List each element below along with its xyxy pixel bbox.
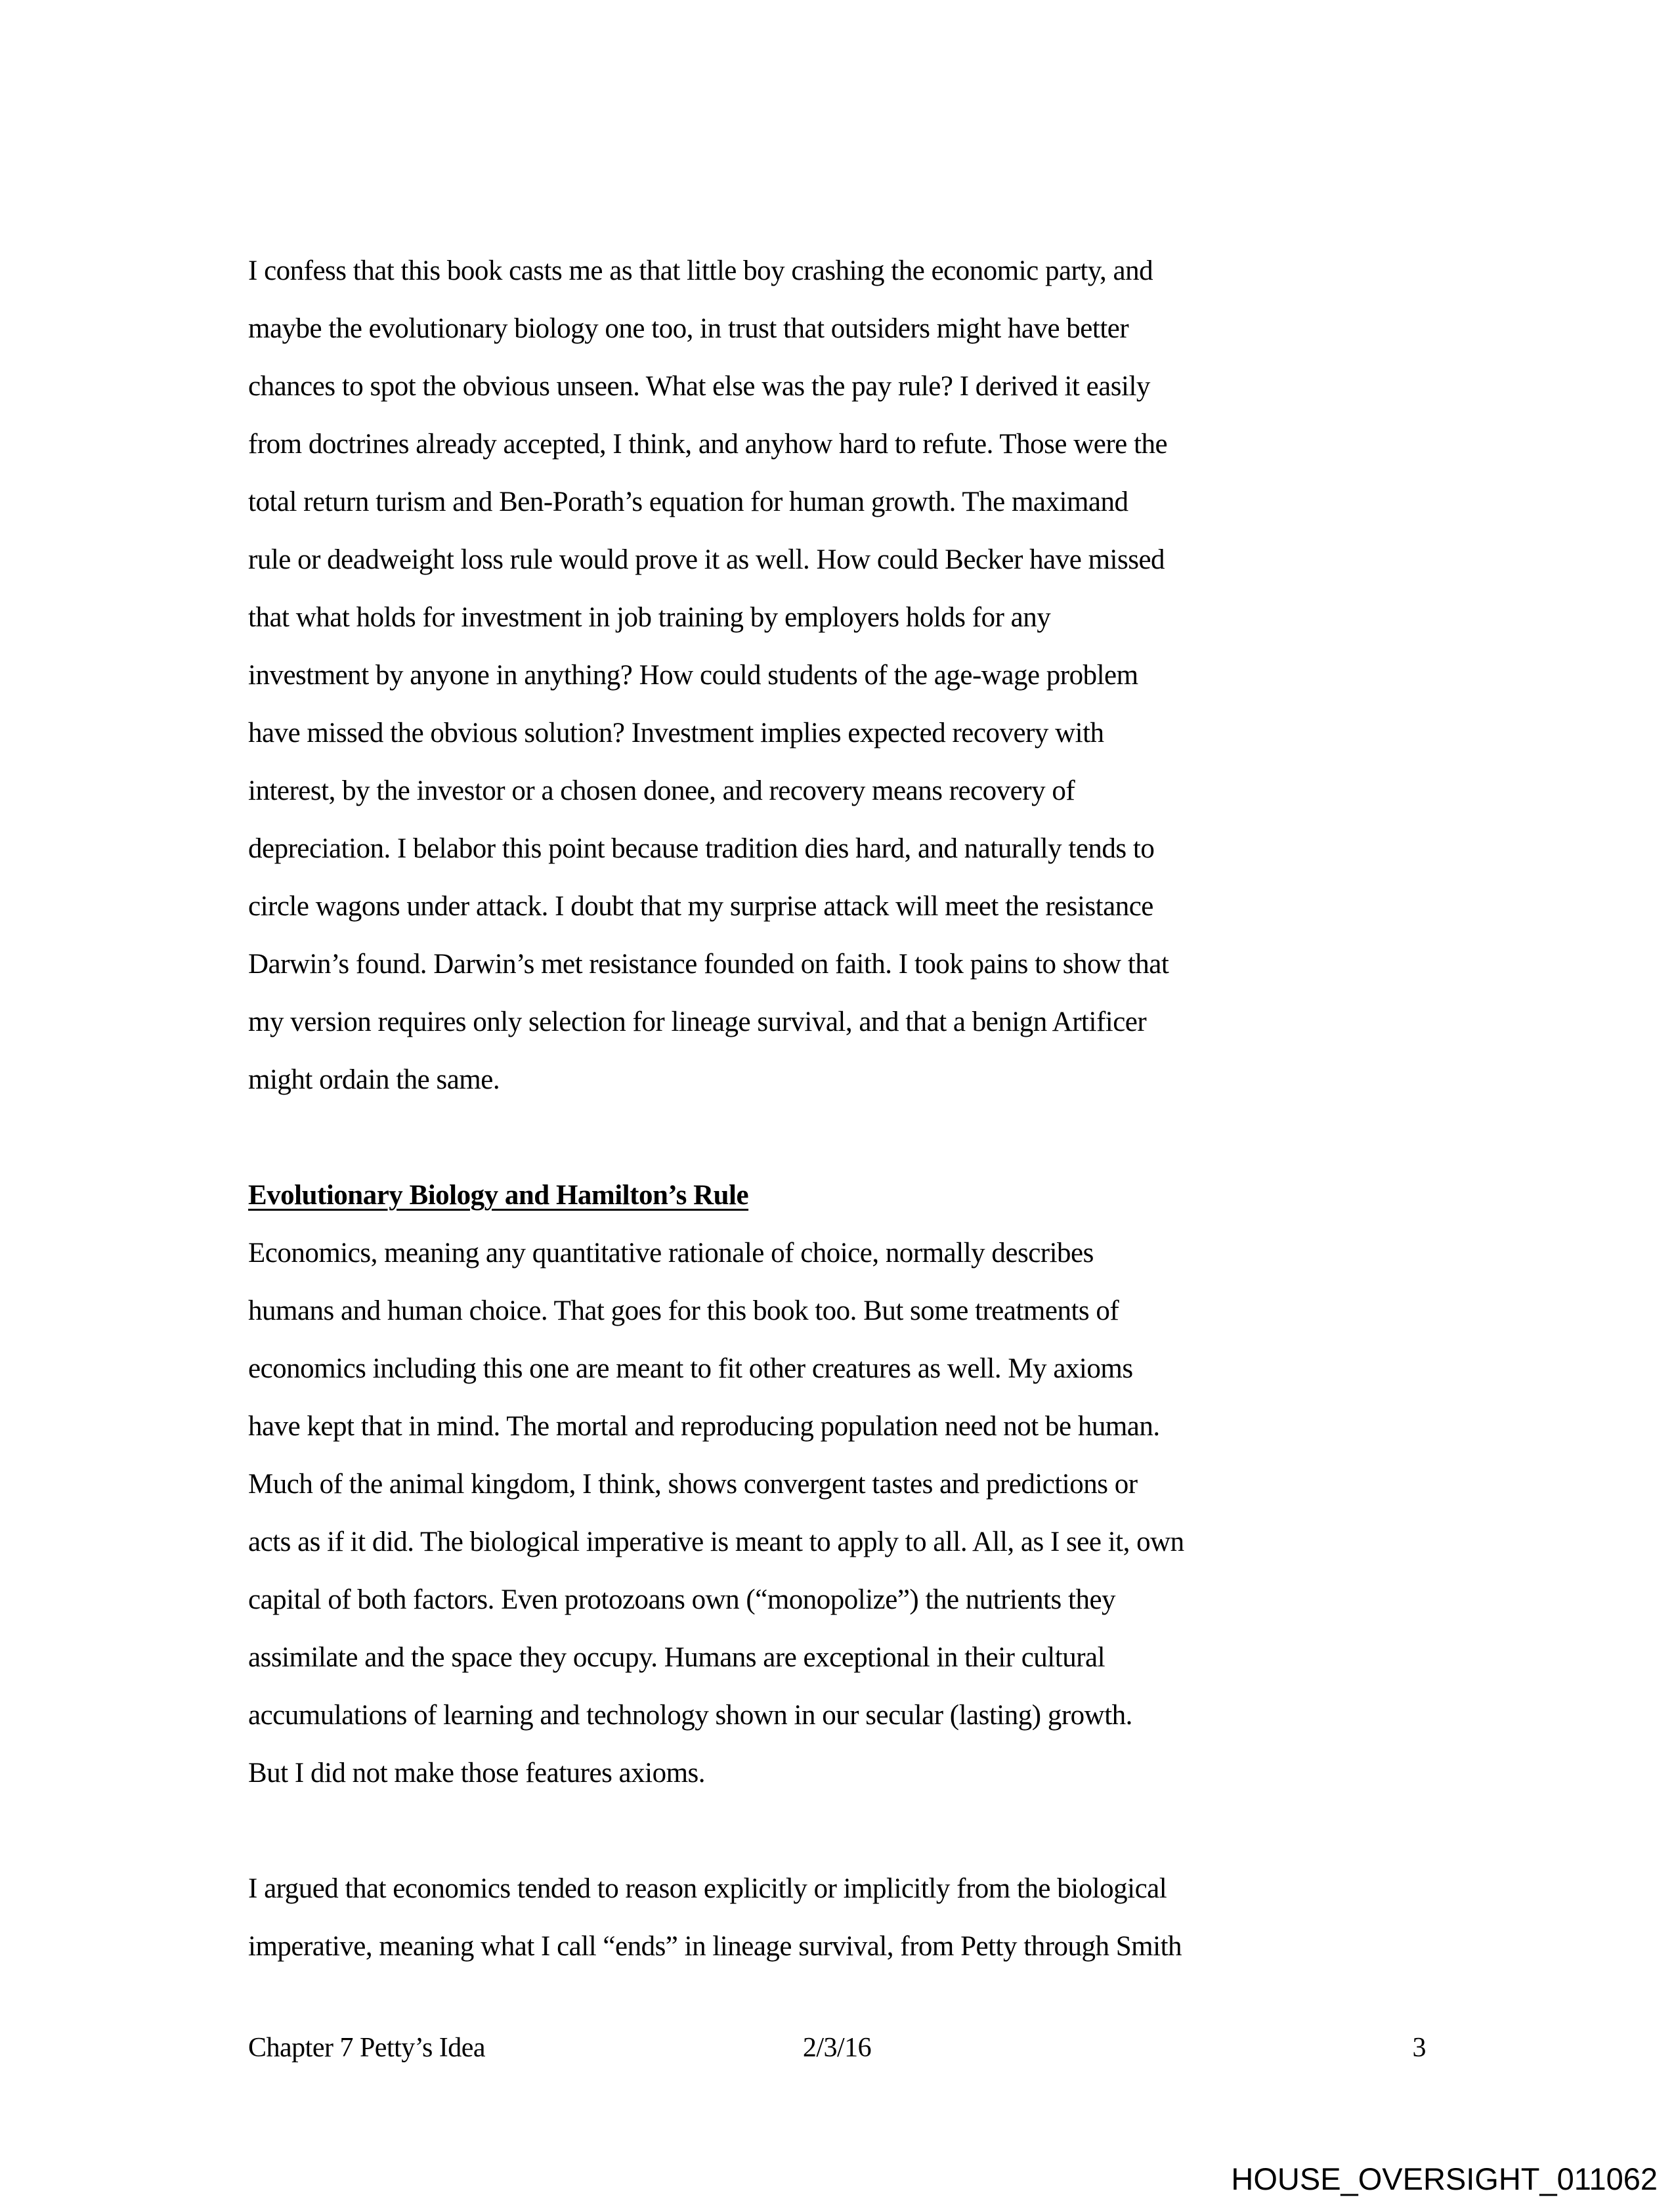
text-line: Darwin’s found. Darwin’s met resistance founded on faith. I took pains to show that [248,949,1169,980]
text-line: circle wagons under attack. I doubt that my surprise attack will meet the resistance [248,891,1153,922]
text-line: Economics, meaning any quantitative rationale of choice, normally describes [248,1238,1094,1269]
text-line: might ordain the same. [248,1064,500,1095]
text-line: my version requires only selection for lineage survival, and that a benign Artificer [248,1007,1147,1037]
paragraph-3 [248,1860,1426,1976]
paragraph-2 [248,1225,1426,1802]
text-line: Much of the animal kingdom, I think, shows convergent tastes and predictions or [248,1469,1138,1500]
text-line: that what holds for investment in job training by employers holds for any [248,602,1051,633]
section-heading [248,1167,1426,1225]
text-line: interest, by the investor or a chosen donee, and recovery means recovery of [248,775,1075,806]
text-line: have missed the obvious solution? Investment implies expected recovery with [248,718,1104,748]
text-line: I argued that economics tended to reason explicitly or implicitly from the biological [248,1873,1167,1904]
text-line: investment by anyone in anything? How could students of the age-wage problem [248,660,1138,691]
footer-page-number: 3 [1412,2033,1426,2063]
text-line: total return turism and Ben-Porath’s equation for human growth. The maximand [248,487,1128,517]
blank-line [248,1109,1426,1167]
section-heading-text: Evolutionary Biology and Hamilton’s Rule [248,1180,749,1211]
text-line: economics including this one are meant to fit other creatures as well. My axioms [248,1353,1133,1384]
text-line: from doctrines already accepted, I think, and anyhow hard to refute. Those were the [248,429,1168,460]
bates-stamp: HOUSE_OVERSIGHT_011062 [1231,2161,1658,2196]
text-line: I confess that this book casts me as that little boy crashing the economic party, and [248,255,1153,286]
text-line: rule or deadweight loss rule would prove it as well. How could Becker have missed [248,544,1165,575]
footer-chapter-title: Chapter 7 Petty’s Idea [248,2033,486,2063]
text-line: depreciation. I belabor this point because tradition dies hard, and naturally tends to [248,833,1155,864]
footer-date: 2/3/16 [802,2033,872,2063]
blank-line [248,1802,1426,1860]
text-line: have kept that in mind. The mortal and reproducing population need not be human. [248,1411,1160,1442]
paragraph-1 [248,242,1426,1109]
text-line: humans and human choice. That goes for this book too. But some treatments of [248,1295,1119,1326]
text-line: But I did not make those features axioms. [248,1758,706,1789]
text-line: chances to spot the obvious unseen. What else was the pay rule? I derived it easily [248,371,1150,402]
text-line: assimilate and the space they occupy. Humans are exceptional in their cultural [248,1642,1105,1673]
document-body [248,242,1426,1976]
text-line: capital of both factors. Even protozoans own (“monopolize”) the nutrients they [248,1584,1116,1615]
text-line: accumulations of learning and technology shown in our secular (lasting) growth. [248,1700,1132,1731]
text-line: imperative, meaning what I call “ends” in lineage survival, from Petty through Smith [248,1931,1182,1962]
text-line: maybe the evolutionary biology one too, in trust that outsiders might have better [248,313,1129,344]
text-line: acts as if it did. The biological imperative is meant to apply to all. All, as I see it, own [248,1527,1184,1557]
